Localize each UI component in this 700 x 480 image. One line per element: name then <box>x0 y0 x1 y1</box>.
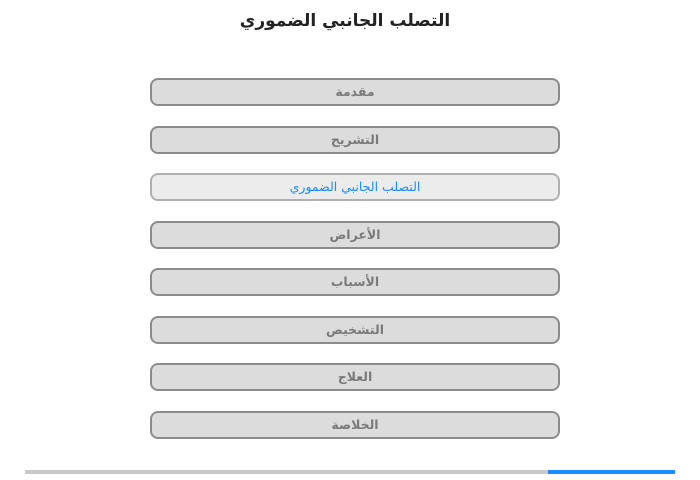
section-nav <box>150 78 560 458</box>
nav-item-summary[interactable]: الخلاصة <box>150 411 560 439</box>
page-title: التصلب الجانبي الضموري <box>239 11 451 31</box>
nav-item-anatomy[interactable]: التشريح <box>150 126 560 154</box>
nav-item-causes[interactable]: الأسباب <box>150 268 560 296</box>
nav-item-als[interactable]: التصلب الجانبي الضموري <box>150 173 560 201</box>
progress-fill <box>548 470 675 474</box>
nav-item-intro[interactable]: مقدمة <box>150 78 560 106</box>
nav-item-treatment[interactable]: العلاج <box>150 363 560 391</box>
nav-item-symptoms[interactable]: الأعراض <box>150 221 560 249</box>
nav-item-diagnosis[interactable]: التشخيص <box>150 316 560 344</box>
progress-bar <box>25 470 675 474</box>
